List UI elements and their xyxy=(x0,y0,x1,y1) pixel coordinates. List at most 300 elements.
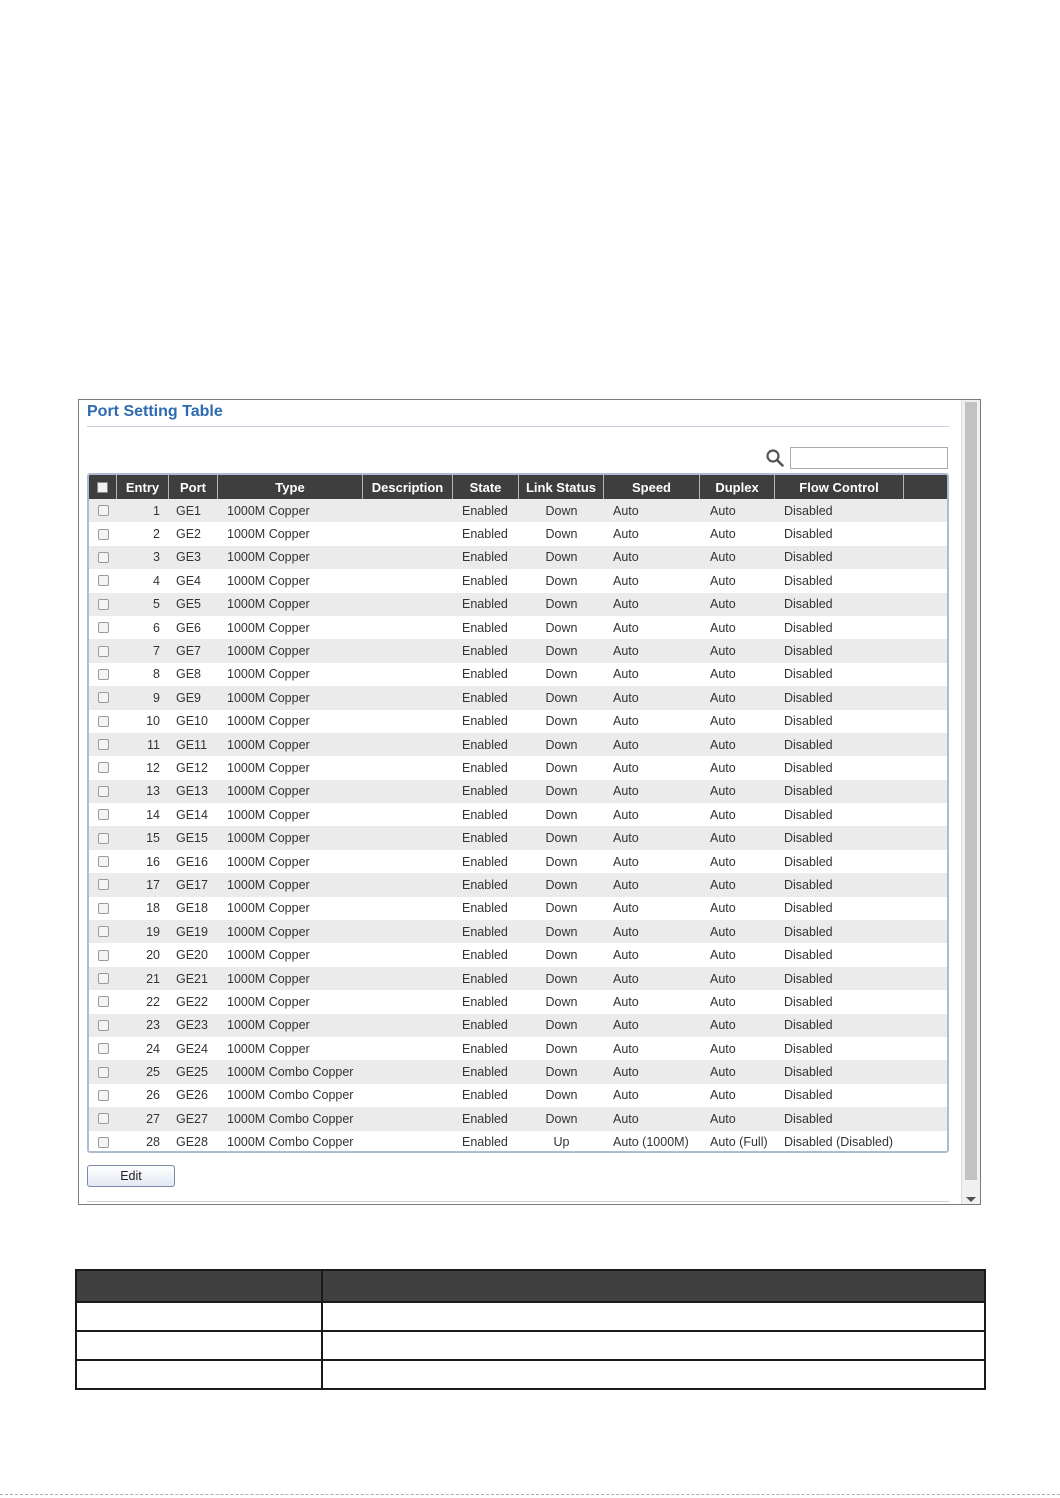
port-cell: GE5 xyxy=(176,597,202,612)
table-row[interactable] xyxy=(89,1131,947,1153)
duplex-cell: Auto xyxy=(710,877,736,892)
row-select-cell[interactable] xyxy=(89,856,117,867)
doc-table-header xyxy=(76,1270,985,1302)
table-row[interactable] xyxy=(89,686,947,709)
table-header xyxy=(89,475,947,499)
entry-cell: 19 xyxy=(146,924,160,939)
table-row[interactable] xyxy=(89,873,947,896)
state-cell: Enabled xyxy=(462,854,508,869)
port-cell: GE20 xyxy=(176,948,208,963)
link-status-cell: Down xyxy=(545,1018,578,1033)
entry-cell: 22 xyxy=(146,994,160,1009)
link-status-cell: Down xyxy=(545,620,578,635)
type-cell: 1000M Copper xyxy=(227,831,310,846)
flow-control-cell: Disabled xyxy=(784,644,833,659)
row-checkbox[interactable] xyxy=(98,552,109,563)
speed-cell: Auto xyxy=(613,831,639,846)
row-select-cell[interactable] xyxy=(89,646,117,657)
row-select-cell[interactable] xyxy=(89,575,117,586)
state-cell: Enabled xyxy=(462,971,508,986)
speed-cell: Auto xyxy=(613,971,639,986)
port-table xyxy=(87,473,949,1153)
speed-cell: Auto xyxy=(613,527,639,542)
link-status-cell: Down xyxy=(545,714,578,729)
row-select-cell[interactable] xyxy=(89,669,117,680)
flow-control-cell: Disabled xyxy=(784,620,833,635)
state-cell: Enabled xyxy=(462,667,508,682)
state-cell: Enabled xyxy=(462,737,508,752)
row-select-cell[interactable] xyxy=(89,599,117,610)
state-cell: Enabled xyxy=(462,807,508,822)
duplex-cell: Auto xyxy=(710,550,736,565)
link-status-cell: Down xyxy=(545,597,578,612)
link-status-cell: Down xyxy=(545,901,578,916)
flow-control-cell: Disabled xyxy=(784,714,833,729)
link-status-cell: Down xyxy=(545,760,578,775)
row-select-cell[interactable] xyxy=(89,529,117,540)
field-description-table xyxy=(75,1269,986,1390)
row-select-cell[interactable] xyxy=(89,950,117,961)
state-cell: Enabled xyxy=(462,760,508,775)
port-cell: GE21 xyxy=(176,971,208,986)
row-checkbox[interactable] xyxy=(98,599,109,610)
type-cell: 1000M Copper xyxy=(227,1041,310,1056)
flow-control-cell: Disabled (Disabled) xyxy=(784,1135,894,1150)
duplex-cell: Auto xyxy=(710,690,736,705)
port-cell: GE14 xyxy=(176,807,208,822)
state-cell: Enabled xyxy=(462,573,508,588)
speed-cell: Auto xyxy=(613,550,639,565)
link-status-cell: Down xyxy=(545,737,578,752)
footer-divider xyxy=(87,1201,949,1202)
row-select-cell[interactable] xyxy=(89,762,117,773)
type-cell: 1000M Copper xyxy=(227,620,310,635)
row-checkbox[interactable] xyxy=(98,739,109,750)
table-row[interactable] xyxy=(89,593,947,616)
row-select-cell[interactable] xyxy=(89,1043,117,1054)
table-row[interactable] xyxy=(89,546,947,569)
state-cell: Enabled xyxy=(462,1088,508,1103)
row-checkbox[interactable] xyxy=(98,622,109,633)
table-row[interactable] xyxy=(89,616,947,639)
duplex-cell: Auto xyxy=(710,854,736,869)
duplex-cell: Auto xyxy=(710,784,736,799)
column-header-state[interactable]: State xyxy=(453,475,519,499)
type-cell: 1000M Copper xyxy=(227,924,310,939)
row-checkbox[interactable] xyxy=(98,973,109,984)
column-header-port[interactable]: Port xyxy=(169,475,218,499)
table-row[interactable] xyxy=(89,1107,947,1130)
table-row[interactable] xyxy=(89,920,947,943)
port-cell: GE25 xyxy=(176,1065,208,1080)
port-cell: GE12 xyxy=(176,760,208,775)
duplex-cell: Auto xyxy=(710,527,736,542)
link-status-cell: Down xyxy=(545,924,578,939)
duplex-cell: Auto xyxy=(710,924,736,939)
row-checkbox[interactable] xyxy=(98,1113,109,1124)
row-checkbox[interactable] xyxy=(98,856,109,867)
column-header-flow-control[interactable]: Flow Control xyxy=(775,475,904,499)
row-select-cell[interactable] xyxy=(89,809,117,820)
flow-control-cell: Disabled xyxy=(784,573,833,588)
state-cell: Enabled xyxy=(462,690,508,705)
table-row[interactable] xyxy=(89,1014,947,1037)
row-checkbox[interactable] xyxy=(98,833,109,844)
type-cell: 1000M Copper xyxy=(227,667,310,682)
row-select-cell[interactable] xyxy=(89,996,117,1007)
speed-cell: Auto xyxy=(613,807,639,822)
speed-cell: Auto xyxy=(613,1088,639,1103)
entry-cell: 23 xyxy=(146,1018,160,1033)
column-header-entry[interactable]: Entry xyxy=(117,475,169,499)
row-checkbox[interactable] xyxy=(98,716,109,727)
type-cell: 1000M Copper xyxy=(227,784,310,799)
entry-cell: 14 xyxy=(146,807,160,822)
entry-cell: 24 xyxy=(146,1041,160,1056)
table-row[interactable] xyxy=(89,780,947,803)
type-cell: 1000M Combo Copper xyxy=(227,1088,354,1103)
entry-cell: 26 xyxy=(146,1088,160,1103)
entry-cell: 27 xyxy=(146,1111,160,1126)
row-select-cell[interactable] xyxy=(89,879,117,890)
entry-cell: 11 xyxy=(147,737,160,752)
row-select-cell[interactable] xyxy=(89,1113,117,1124)
entry-cell: 5 xyxy=(153,597,160,612)
port-cell: GE4 xyxy=(176,573,202,588)
state-cell: Enabled xyxy=(462,714,508,729)
flow-control-cell: Disabled xyxy=(784,784,833,799)
state-cell: Enabled xyxy=(462,503,508,518)
duplex-cell: Auto xyxy=(710,760,736,775)
state-cell: Enabled xyxy=(462,877,508,892)
type-cell: 1000M Copper xyxy=(227,527,310,542)
entry-cell: 9 xyxy=(153,690,160,705)
duplex-cell: Auto xyxy=(710,831,736,846)
duplex-cell: Auto xyxy=(710,737,736,752)
type-cell: 1000M Copper xyxy=(227,901,310,916)
port-cell: GE23 xyxy=(176,1018,208,1033)
link-status-cell: Down xyxy=(545,550,578,565)
page-bottom-divider xyxy=(0,1494,1060,1496)
speed-cell: Auto xyxy=(613,948,639,963)
port-cell: GE13 xyxy=(176,784,208,799)
state-cell: Enabled xyxy=(462,901,508,916)
speed-cell: Auto xyxy=(613,503,639,518)
table-row[interactable] xyxy=(89,1060,947,1083)
type-cell: 1000M Copper xyxy=(227,948,310,963)
state-cell: Enabled xyxy=(462,784,508,799)
duplex-cell: Auto xyxy=(710,597,736,612)
table-row[interactable] xyxy=(89,803,947,826)
table-row[interactable] xyxy=(89,756,947,779)
port-cell: GE15 xyxy=(176,831,208,846)
link-status-cell: Down xyxy=(545,854,578,869)
doc-cell xyxy=(322,1331,985,1360)
entry-cell: 16 xyxy=(146,854,160,869)
row-checkbox[interactable] xyxy=(98,1090,109,1101)
column-header-description[interactable]: Description xyxy=(363,475,453,499)
doc-cell xyxy=(322,1360,985,1389)
type-cell: 1000M Combo Copper xyxy=(227,1135,354,1150)
row-checkbox[interactable] xyxy=(98,996,109,1007)
row-checkbox[interactable] xyxy=(98,575,109,586)
table-row[interactable] xyxy=(89,990,947,1013)
row-select-cell[interactable] xyxy=(89,903,117,914)
type-cell: 1000M Copper xyxy=(227,690,310,705)
entry-cell: 17 xyxy=(146,877,160,892)
link-status-cell: Down xyxy=(545,503,578,518)
row-select-cell[interactable] xyxy=(89,1067,117,1078)
link-status-cell: Down xyxy=(545,1111,578,1126)
row-select-cell[interactable] xyxy=(89,622,117,633)
row-checkbox[interactable] xyxy=(98,1043,109,1054)
doc-cell xyxy=(76,1360,322,1389)
type-cell: 1000M Copper xyxy=(227,760,310,775)
speed-cell: Auto xyxy=(613,877,639,892)
search-input[interactable] xyxy=(790,447,948,469)
entry-cell: 2 xyxy=(153,527,160,542)
entry-cell: 15 xyxy=(146,831,160,846)
speed-cell: Auto xyxy=(613,1065,639,1080)
flow-control-cell: Disabled xyxy=(784,760,833,775)
row-checkbox[interactable] xyxy=(98,809,109,820)
link-status-cell: Down xyxy=(545,784,578,799)
doc-cell xyxy=(322,1302,985,1331)
flow-control-cell: Disabled xyxy=(784,1065,833,1080)
duplex-cell: Auto xyxy=(710,994,736,1009)
row-select-cell[interactable] xyxy=(89,505,117,516)
state-cell: Enabled xyxy=(462,1135,508,1150)
table-row[interactable] xyxy=(89,826,947,849)
type-cell: 1000M Copper xyxy=(227,737,310,752)
type-cell: 1000M Copper xyxy=(227,807,310,822)
entry-cell: 7 xyxy=(153,644,160,659)
row-checkbox[interactable] xyxy=(98,692,109,703)
table-row[interactable] xyxy=(89,1037,947,1060)
entry-cell: 1 xyxy=(153,503,160,518)
link-status-cell: Down xyxy=(545,690,578,705)
table-row[interactable] xyxy=(89,850,947,873)
row-select-cell[interactable] xyxy=(89,739,117,750)
row-checkbox[interactable] xyxy=(98,646,109,657)
doc-header-cell xyxy=(322,1270,985,1302)
duplex-cell: Auto xyxy=(710,901,736,916)
row-checkbox[interactable] xyxy=(98,1067,109,1078)
flow-control-cell: Disabled xyxy=(784,690,833,705)
type-cell: 1000M Copper xyxy=(227,854,310,869)
port-cell: GE1 xyxy=(176,503,202,518)
row-select-cell[interactable] xyxy=(89,833,117,844)
entry-cell: 13 xyxy=(146,784,160,799)
duplex-cell: Auto xyxy=(710,503,736,518)
table-row[interactable] xyxy=(89,639,947,662)
state-cell: Enabled xyxy=(462,1065,508,1080)
speed-cell: Auto xyxy=(613,924,639,939)
port-cell: GE7 xyxy=(176,644,202,659)
port-cell: GE8 xyxy=(176,667,202,682)
port-cell: GE18 xyxy=(176,901,208,916)
row-select-cell[interactable] xyxy=(89,973,117,984)
state-cell: Enabled xyxy=(462,1041,508,1056)
row-checkbox[interactable] xyxy=(98,529,109,540)
row-checkbox[interactable] xyxy=(98,1137,109,1148)
row-checkbox[interactable] xyxy=(98,950,109,961)
page-title: Port Setting Table xyxy=(87,403,223,420)
flow-control-cell: Disabled xyxy=(784,550,833,565)
link-status-cell: Down xyxy=(545,831,578,846)
type-cell: 1000M Copper xyxy=(227,994,310,1009)
row-select-cell[interactable] xyxy=(89,692,117,703)
flow-control-cell: Disabled xyxy=(784,831,833,846)
speed-cell: Auto xyxy=(613,644,639,659)
link-status-cell: Down xyxy=(545,1088,578,1103)
speed-cell: Auto xyxy=(613,854,639,869)
type-cell: 1000M Copper xyxy=(227,971,310,986)
row-checkbox[interactable] xyxy=(98,786,109,797)
doc-table-row xyxy=(76,1302,985,1331)
port-cell: GE27 xyxy=(176,1111,208,1126)
select-all-cell[interactable] xyxy=(89,475,117,499)
port-cell: GE28 xyxy=(176,1135,208,1150)
search-icon[interactable] xyxy=(765,448,785,468)
entry-cell: 3 xyxy=(153,550,160,565)
port-cell: GE3 xyxy=(176,550,202,565)
entry-cell: 6 xyxy=(153,620,160,635)
entry-cell: 25 xyxy=(146,1065,160,1080)
port-cell: GE11 xyxy=(176,737,208,752)
state-cell: Enabled xyxy=(462,644,508,659)
row-select-cell[interactable] xyxy=(89,716,117,727)
port-setting-panel xyxy=(78,399,981,1205)
port-cell: GE6 xyxy=(176,620,202,635)
table-row[interactable] xyxy=(89,522,947,545)
port-cell: GE17 xyxy=(176,877,208,892)
type-cell: 1000M Copper xyxy=(227,877,310,892)
state-cell: Enabled xyxy=(462,1018,508,1033)
flow-control-cell: Disabled xyxy=(784,1018,833,1033)
scroll-thumb[interactable] xyxy=(965,402,977,1180)
flow-control-cell: Disabled xyxy=(784,597,833,612)
edit-button[interactable]: Edit xyxy=(87,1165,175,1187)
flow-control-cell: Disabled xyxy=(784,667,833,682)
row-checkbox[interactable] xyxy=(98,879,109,890)
flow-control-cell: Disabled xyxy=(784,737,833,752)
state-cell: Enabled xyxy=(462,994,508,1009)
row-checkbox[interactable] xyxy=(98,926,109,937)
state-cell: Enabled xyxy=(462,597,508,612)
flow-control-cell: Disabled xyxy=(784,854,833,869)
flow-control-cell: Disabled xyxy=(784,901,833,916)
table-row[interactable] xyxy=(89,569,947,592)
row-checkbox[interactable] xyxy=(98,1020,109,1031)
link-status-cell: Down xyxy=(545,948,578,963)
speed-cell: Auto xyxy=(613,597,639,612)
row-checkbox[interactable] xyxy=(98,903,109,914)
link-status-cell: Down xyxy=(545,877,578,892)
flow-control-cell: Disabled xyxy=(784,994,833,1009)
link-status-cell: Down xyxy=(545,1065,578,1080)
port-cell: GE26 xyxy=(176,1088,208,1103)
table-row[interactable] xyxy=(89,943,947,966)
flow-control-cell: Disabled xyxy=(784,1041,833,1056)
duplex-cell: Auto xyxy=(710,620,736,635)
doc-table-row xyxy=(76,1331,985,1360)
table-row[interactable] xyxy=(89,1084,947,1107)
row-checkbox[interactable] xyxy=(98,762,109,773)
doc-header-cell xyxy=(76,1270,322,1302)
duplex-cell: Auto xyxy=(710,971,736,986)
table-row[interactable] xyxy=(89,663,947,686)
state-cell: Enabled xyxy=(462,831,508,846)
row-checkbox[interactable] xyxy=(98,505,109,516)
port-cell: GE22 xyxy=(176,994,208,1009)
entry-cell: 12 xyxy=(146,760,160,775)
column-header-link-status[interactable]: Link Status xyxy=(519,475,604,499)
table-row[interactable] xyxy=(89,733,947,756)
state-cell: Enabled xyxy=(462,527,508,542)
link-status-cell: Down xyxy=(545,573,578,588)
duplex-cell: Auto (Full) xyxy=(710,1135,768,1150)
row-select-cell[interactable] xyxy=(89,1020,117,1031)
link-status-cell: Down xyxy=(545,971,578,986)
flow-control-cell: Disabled xyxy=(784,807,833,822)
entry-cell: 28 xyxy=(146,1135,160,1150)
row-checkbox[interactable] xyxy=(98,669,109,680)
row-select-cell[interactable] xyxy=(89,1090,117,1101)
flow-control-cell: Disabled xyxy=(784,527,833,542)
speed-cell: Auto xyxy=(613,784,639,799)
row-select-cell[interactable] xyxy=(89,926,117,937)
type-cell: 1000M Copper xyxy=(227,597,310,612)
duplex-cell: Auto xyxy=(710,644,736,659)
type-cell: 1000M Copper xyxy=(227,573,310,588)
duplex-cell: Auto xyxy=(710,667,736,682)
table-row[interactable] xyxy=(89,710,947,733)
table-body xyxy=(89,499,947,1153)
duplex-cell: Auto xyxy=(710,714,736,729)
column-header-speed[interactable]: Speed xyxy=(604,475,700,499)
port-cell: GE2 xyxy=(176,527,202,542)
column-header-duplex[interactable]: Duplex xyxy=(700,475,775,499)
vertical-scrollbar[interactable] xyxy=(961,400,980,1204)
flow-control-cell: Disabled xyxy=(784,924,833,939)
table-row[interactable] xyxy=(89,499,947,522)
chevron-down-icon[interactable] xyxy=(966,1197,976,1202)
flow-control-cell: Disabled xyxy=(784,948,833,963)
table-row[interactable] xyxy=(89,897,947,920)
entry-cell: 20 xyxy=(146,948,160,963)
duplex-cell: Auto xyxy=(710,1111,736,1126)
entry-cell: 8 xyxy=(153,667,160,682)
speed-cell: Auto xyxy=(613,1111,639,1126)
type-cell: 1000M Copper xyxy=(227,1018,310,1033)
type-cell: 1000M Copper xyxy=(227,714,310,729)
duplex-cell: Auto xyxy=(710,948,736,963)
link-status-cell: Down xyxy=(545,644,578,659)
column-header-type[interactable]: Type xyxy=(218,475,363,499)
select-all-checkbox[interactable] xyxy=(97,482,108,493)
entry-cell: 18 xyxy=(146,901,160,916)
duplex-cell: Auto xyxy=(710,807,736,822)
link-status-cell: Up xyxy=(553,1135,570,1150)
row-select-cell[interactable] xyxy=(89,552,117,563)
row-select-cell[interactable] xyxy=(89,1137,117,1148)
title-divider xyxy=(87,426,949,427)
speed-cell: Auto xyxy=(613,737,639,752)
row-select-cell[interactable] xyxy=(89,786,117,797)
table-row[interactable] xyxy=(89,967,947,990)
link-status-cell: Down xyxy=(545,807,578,822)
